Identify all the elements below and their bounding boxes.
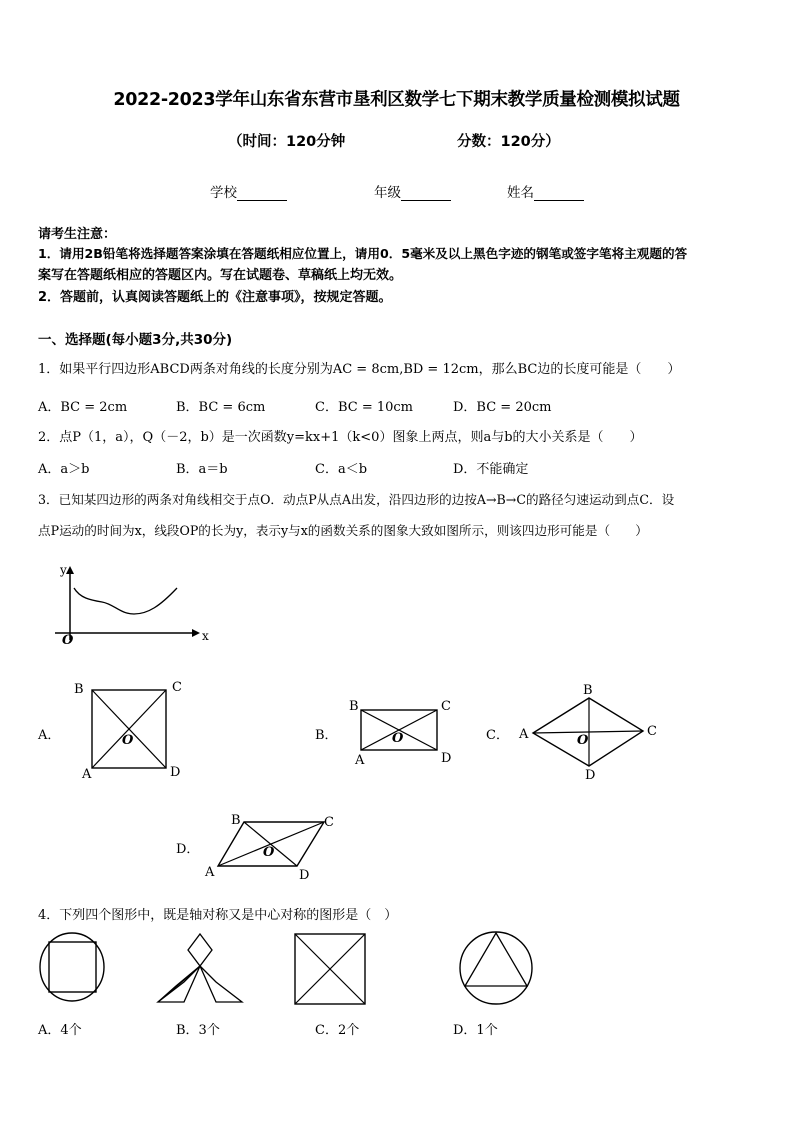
grade-blank[interactable]	[401, 186, 451, 201]
q4-option-b[interactable]: B．3个	[176, 1023, 220, 1038]
graph-y-label: y	[60, 563, 67, 577]
q2-option-a[interactable]: A．a＞b	[38, 462, 90, 477]
q1-option-c[interactable]: C．BC = 10cm	[315, 400, 413, 415]
q2-option-b[interactable]: B．a＝b	[176, 462, 228, 477]
q3-option-c[interactable]: C．	[486, 728, 509, 743]
graph-origin-label: O	[62, 633, 74, 648]
name-blank[interactable]	[534, 186, 584, 201]
q4-figure-square-diagonals-icon	[292, 930, 368, 1008]
x-axis-arrow	[192, 629, 200, 637]
school-field[interactable]	[210, 181, 287, 201]
notice-line-1b: 案写在答题纸相应的答题区内。写在试题卷、草稿纸上均无效。	[38, 268, 403, 283]
fig-b-label-d: D	[441, 751, 452, 766]
q4-figure-circle-square-icon	[38, 930, 110, 1006]
q4-figure-circle-triangle-icon	[458, 928, 538, 1008]
q3-option-d[interactable]: D．	[176, 842, 200, 857]
fig-a-label-a: A	[82, 767, 92, 782]
fig-a-label-c: C	[172, 680, 182, 695]
fig-b-label-a: A	[355, 753, 365, 768]
notice-line-2: 2．答题前，认真阅读答题纸上的《注意事项》，按规定答题。	[38, 290, 392, 305]
name-field[interactable]	[507, 181, 584, 201]
section-heading: 一、选择题(每小题3分,共30分)	[38, 332, 233, 348]
notice-heading: 请考生注意：	[38, 227, 117, 242]
fig-a-label-b: B	[74, 682, 84, 697]
q3-figure-c-rhombus	[515, 680, 665, 784]
school-blank[interactable]	[237, 186, 287, 201]
graph-curve	[74, 588, 177, 614]
q3-figure-d-parallelogram	[200, 808, 350, 888]
q1-option-b[interactable]: B．BC = 6cm	[176, 400, 266, 415]
fig-d-label-c: C	[324, 815, 334, 830]
fig-c-label-b: B	[583, 683, 593, 698]
notice-line-1: 1．请用2B铅笔将选择题答案涂填在答题纸相应位置上，请用0．5毫米及以上黑色字迹的钢笔或签字笔将主观题的答	[38, 246, 688, 261]
q3-figure-a-square	[72, 676, 192, 786]
q2-option-d[interactable]: D．不能确定	[453, 462, 529, 477]
q3-option-b[interactable]: B．	[315, 728, 338, 743]
page-title: 2022-2023学年山东省东营市垦利区数学七下期末教学质量检测模拟试题	[113, 90, 680, 110]
grade-label: 年级	[374, 185, 401, 201]
fig-c-label-a: A	[519, 727, 529, 742]
q3-function-graph	[50, 560, 215, 650]
fig-d-label-a: A	[205, 865, 215, 880]
fig-b-label-b: B	[349, 699, 359, 714]
q4-option-d[interactable]: D．1个	[453, 1023, 498, 1038]
q3-line-1: 3．已知某四边形的两条对角线相交于点O．动点P从点A出发，沿四边形的边按A→B→C的路径匀速运动到点C．设	[38, 492, 675, 507]
grade-field[interactable]	[374, 181, 451, 201]
school-label: 学校	[210, 185, 237, 201]
graph-x-label: x	[202, 629, 209, 643]
q3-figure-b-rectangle	[340, 692, 460, 772]
q4-option-c[interactable]: C．2个	[315, 1023, 360, 1038]
time-label: （时间：120分钟	[228, 134, 346, 150]
fig-c-label-d: D	[585, 768, 596, 783]
q4-option-a[interactable]: A．4个	[38, 1023, 82, 1038]
q1-option-d[interactable]: D．BC = 20cm	[453, 400, 552, 415]
q1-option-a[interactable]: A．BC = 2cm	[38, 400, 128, 415]
q4-stem: 4．下列四个图形中，既是轴对称又是中心对称的图形是（ ）	[38, 908, 398, 923]
y-axis-arrow	[66, 566, 74, 574]
fig-a-label-o: O	[122, 733, 134, 748]
fig-c-label-c: C	[647, 724, 657, 739]
name-label: 姓名	[507, 185, 534, 201]
q3-option-a[interactable]: A．	[38, 728, 61, 743]
q3-line-2: 点P运动的时间为x，线段OP的长为y，表示y与x的函数关系的图象大致如图所示，则该四边形可能是（ ）	[38, 523, 648, 538]
fig-d-label-o: O	[263, 845, 275, 860]
q2-option-c[interactable]: C．a＜b	[315, 462, 368, 477]
score-label: 分数：120分）	[457, 134, 560, 150]
fig-a-label-d: D	[170, 765, 181, 780]
fig-c-label-o: O	[577, 733, 589, 748]
fig-d-label-b: B	[231, 813, 241, 828]
q1-stem: 1．如果平行四边形ABCD两条对角线的长度分别为AC = 8cm,BD = 12cm，那么BC边的长度可能是（ ）	[38, 362, 681, 377]
q4-figure-three-rhombus-icon	[155, 930, 247, 1010]
fig-d-label-d: D	[299, 868, 310, 883]
q2-stem: 2．点P（1，a），Q（－2，b）是一次函数y=kx+1（k<0）图象上两点，则a与b的大小关系是（ ）	[38, 430, 643, 445]
fig-b-label-o: O	[392, 731, 404, 746]
fig-b-label-c: C	[441, 699, 451, 714]
